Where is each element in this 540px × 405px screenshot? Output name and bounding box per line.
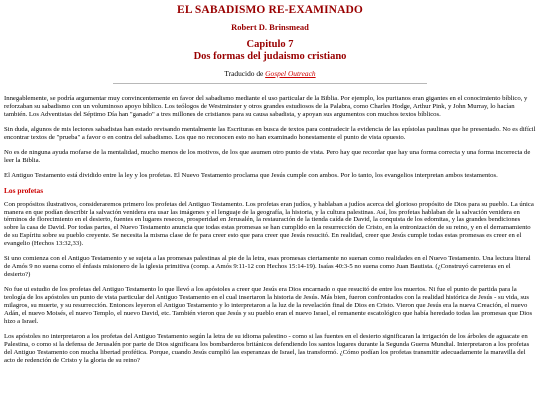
author-name: Robert D. Brinsmead: [231, 22, 309, 32]
chapter-title: Dos formas del judaismo cristiano: [193, 51, 347, 62]
document-header: [0, 0, 540, 63]
page-title: EL SABADISMO RE-EXAMINADO: [177, 4, 363, 16]
paragraph-intro-4: El Antiguo Testamento está dividido entre la ley y los profetas. El Nuevo Testamento proclama que Jesús cumple con ambos. Por lo tanto, los evangelios interpretan ambos testamentos.: [4, 171, 498, 179]
article-body: [4, 95, 536, 372]
paragraph-profetas-2: Si uno comienza con el Antiguo Testamento y se sujeta a las promesas palestinas al pie de la letra, esas promesas ciertamente no suenan como realidades en el Nuevo Testamento. Una lectura literal de Amós 9 no suena como el énfasis misionero de la iglesia primitiva (comp. a Amós 9:11-12 con Hechos 15:14-19). Isaías 40:3-5 no suena como Juan Bautista. (¿Construyó carreteras en el desierto?): [4, 255, 531, 279]
gospel-outreach-link[interactable]: Gospel Outreach: [265, 69, 316, 78]
paragraph-profetas-3: No fue ui estudio de los profetas del Antiguo Testamento lo que llevó a los apóstoles a creer que Jesús era Dios encarnado o que resucitó de entre los muertos. Ni fue el punto de partida para la teología de los apóstoles un punto de vista particular del Antiguo Testamento en el cual insertaron la historia de Jesús. Más bien, fueron confrontados con la realidad histórica de Jesús - su vida, sus milagros, su muerte, y su resurrección. Entonces leyeron el Antiguo Testamento y lo interpretaron a la luz de la revelación final de Dios en Cristo. Vieron que Jesús era la nueva Creación, el nuevo Adán, el nuevo Moisés, el nuevo Templo, el nuevo David, etc. También vieron que Jesús y su pueblo eran el nuevo Israel, el remanente escatológico que había heredado todas las promesas que Dios hizo a Israel.: [4, 286, 533, 325]
section-heading-profetas: Los profetas: [4, 185, 44, 195]
paragraph-intro-1: Innegablemente, se podría argumentar muy convincentemente en favor del sabadismo mediante el uso particular de la Biblia. Por ejemplo, los puritanos eran gigantes en el conocimiento bíblico, y reforzaban su sabadismo con un voluminoso apoyo bíblico. Los teólogos de Westminster y otros grandes estudiosos de la Palabra, como Charles Hodge, Arthur Pink, y John Murray, lo hacían también. Los Adventistas del Séptimo Día han "ganado" a tres millones de cristianos para su causa sabadista, y apoyan sus argumentos con muchos textos bíblicos.: [4, 95, 528, 118]
paragraph-profetas-4: Los apóstoles no interpretaron a los profetas del Antiguo Testamento según la letra de su idioma palestino - como si las fuentes en el desierto significaran la irrigación de los árboles de aguacate en Palestina, o como si la defensa de Jerusalén por parte de Dios significara los bombarderos británicos defendiendo los santos lugares durante la Segunda Guerra Mundial. Interpretaron a los profetas del Antiguo Testamento con mucha libertad profética. Porque, cuando Jesús cumplió las esperanzas de Israel, las transformó. ¿Cómo podían los profetas transmitir adecuadamente la maravilla del acto de redención de Cristo y la gloria de su reino?: [4, 332, 530, 364]
paragraph-intro-3: No es de ninguna ayuda mofarse de la mentalidad, mucho menos de los motivos, de los que asumen otro punto de vista. Pero hay que recordar que hay una forma correcta y una forma incorrecta de leer la Biblia.: [4, 148, 531, 164]
paragraph-profetas-1: Con propósitos ilustrativos, consideraremos primero los profetas del Antiguo Testamento. Los profetas eran judíos, y hablaban a judíos acerca del glorioso propósito de Dios para su pueblo. La única manera en que podían describir la salvación venidera era usar las imágenes y el lenguaje de la geografía, la historia, y la cultura palestinas. Así, los profetas hablaban de la salvación venidera en términos de florecimiento en el desierto, fuentes en lugares resecos, prosperidad en Jerusalén, la restauración de la tienda caída de David, la conquista de los edomitas, y las grandes bendiciones sobre la casa de David. Por todas partes, el Nuevo Testamento anuncia que todas estas promesas se han cumplido en la resurrección de Cristo, en la entronización de su reino, y en el derramamiento de su Espíritu sobre su pueblo creyente. Se necesita la misma clase de fe para creer esto que para creer que Jesús resucitó. En realidad, creer que Jesús cumple todas estas promesas es creer en el evangelio (Hechos 13:32,33).: [4, 200, 534, 248]
chapter-number: Capitulo 7: [246, 39, 294, 50]
paragraph-intro-2: Sin duda, algunos de mis lectores sabadistas han estado revisando mentalmente las Escrituras en busca de textos para contradecir la evidencia de las epístolas paulinas que he presentado. No es difícil encontrar textos de "prueba" a favor o en contra del sabadismo. Los que no reconocen esto no han examinado honestamente el punto de vista opuesto.: [4, 125, 536, 141]
translation-credit: [0, 69, 540, 78]
translation-prefix: Traducido de: [224, 69, 266, 78]
header-separator: [113, 83, 427, 84]
